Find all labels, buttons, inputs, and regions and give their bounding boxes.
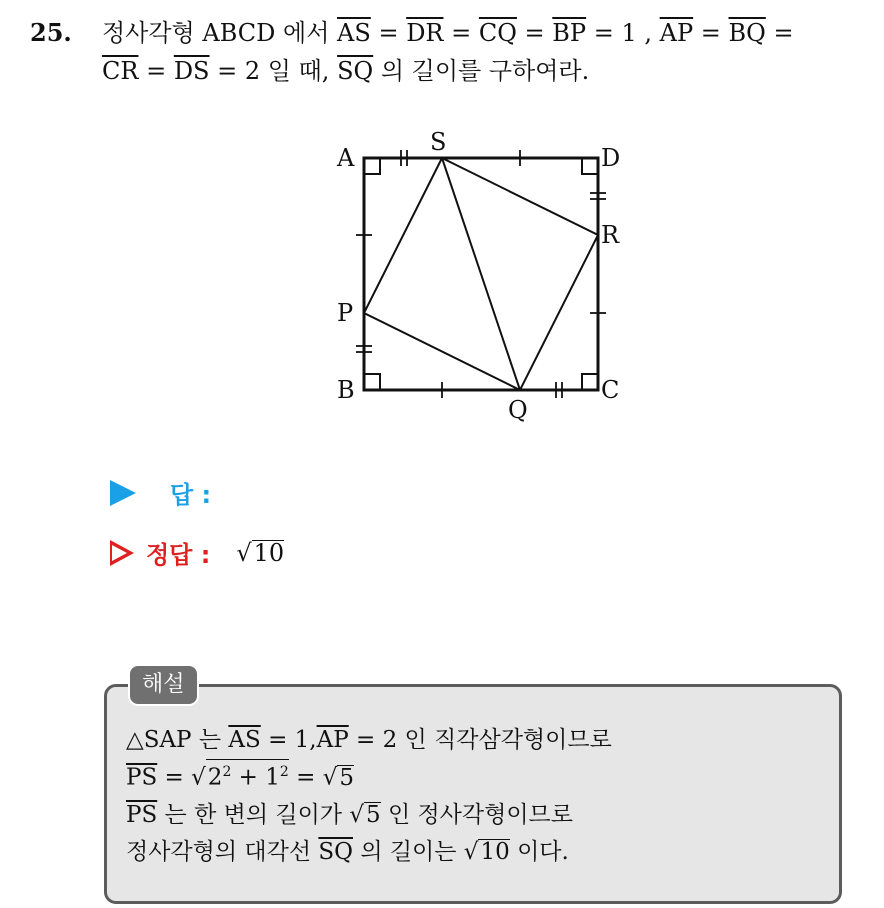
exp-2: 2 [279,764,289,780]
solution-l1-mid: 는 [198,727,222,753]
solution-line-4: 정사각형의 대각선 $\overline{SQ}$ 의 길이는 √10 이다. [126,838,569,865]
sqrt-side: 5 [365,801,381,828]
diagonal-sq [442,158,520,390]
solution-l4-start: 정사각형의 대각선 [126,838,312,865]
outline-arrow-icon [110,540,134,566]
question-number: 25. [30,18,72,47]
solution-eq2: = 2 [356,727,398,753]
square-figure [320,130,640,430]
solution-body [126,722,826,871]
segment-cr: $\overline{CR}$ [102,57,139,85]
solution-tag: 해설 [128,664,199,706]
correct-answer-row [110,535,284,570]
problem-statement [30,14,870,90]
problem-line-2: $\overline{CR} = \overline{DS} = 2$ 일 때, $\overline{SQ}$ 의 길이를 구하여라. [102,57,590,85]
label-b: B [337,376,355,404]
base-1: 2 [207,764,223,791]
segment-ds: $\overline{DS}$ [173,57,210,85]
solution-l1-end: 인 직각삼각형이므로 [404,727,612,753]
solution-line-1 [126,722,826,759]
solution-line-2: $\overline{PS} = √2^2 + 1^2 = √5$ [126,759,826,797]
solution-seg-ps: $\overline{PS}$ [126,764,158,791]
right-angle-b [364,374,380,390]
problem-intro: 정사각형 ABCD 에서 [102,19,330,47]
label-s: S [430,130,447,156]
label-q: Q [508,396,528,424]
correct-answer-radicand: 10 [253,538,285,567]
label-r: R [601,221,620,249]
solution-l3-end: 인 정사각형이므로 [387,801,573,828]
label-a: A [337,144,355,172]
sqrt-diagonal: 10 [480,838,510,865]
segment-dr: $\overline{DR}$ [406,19,444,47]
segment-bp: $\overline{BP}$ [552,19,587,47]
solution-line-3: $\overline{PS}$ 는 한 변의 길이가 √5 인 정사각형이므로 [126,801,573,828]
right-angle-a [364,158,380,174]
right-angle-c [582,374,598,390]
solution-seg-sq: $\overline{SQ}$ [318,838,353,865]
solution-seg-ps-2: $\overline{PS}$ [126,801,158,828]
solution-l4-mid: 의 길이는 [360,838,457,865]
value-two: 2 [244,57,261,85]
base-2: 1 [265,764,280,791]
value-one: 1 [621,19,637,47]
solution-eq1: = 1, [268,727,317,753]
solution-l3-mid: 는 한 변의 길이가 [164,801,343,828]
correct-answer-value: √10 [236,538,285,567]
answer-row [110,475,211,510]
solution-l4-end: 이다. [517,838,569,865]
problem-question: 의 길이를 구하여라. [380,57,590,85]
play-arrow-icon [110,480,136,506]
triangle-sap: △SAP [126,727,192,753]
segment-bq: $\overline{BQ}$ [728,19,766,47]
label-d: D [601,144,621,172]
exp-1: 2 [222,764,232,780]
label-c: C [601,376,620,404]
right-angle-d [582,158,598,174]
problem-condition: 일 때, [267,57,330,85]
label-p: P [337,299,354,327]
segment-cq: $\overline{CQ}$ [478,19,517,47]
segment-sq: $\overline{SQ}$ [337,57,374,85]
solution-seg-as: $\overline{AS}$ [228,727,261,753]
sqrt-result: 5 [339,764,355,791]
segment-ap: $\overline{AP}$ [659,19,694,47]
problem-line-1: 25. 정사각형 ABCD 에서 $\overline{AS} = \overline{DR} = \overline{CQ} = \overline{BP} = 1$ , $\overline{AP} = \overline{BQ}$ = [30,14,870,52]
sqrt-expression: $2^2 + 1^2$ [206,759,289,790]
answer-label: 답 : [170,481,212,509]
segment-as: $\overline{AS}$ [337,19,371,47]
solution-seg-ap: $\overline{AP}$ [316,727,349,753]
correct-answer-label: 정답 : [146,541,211,569]
